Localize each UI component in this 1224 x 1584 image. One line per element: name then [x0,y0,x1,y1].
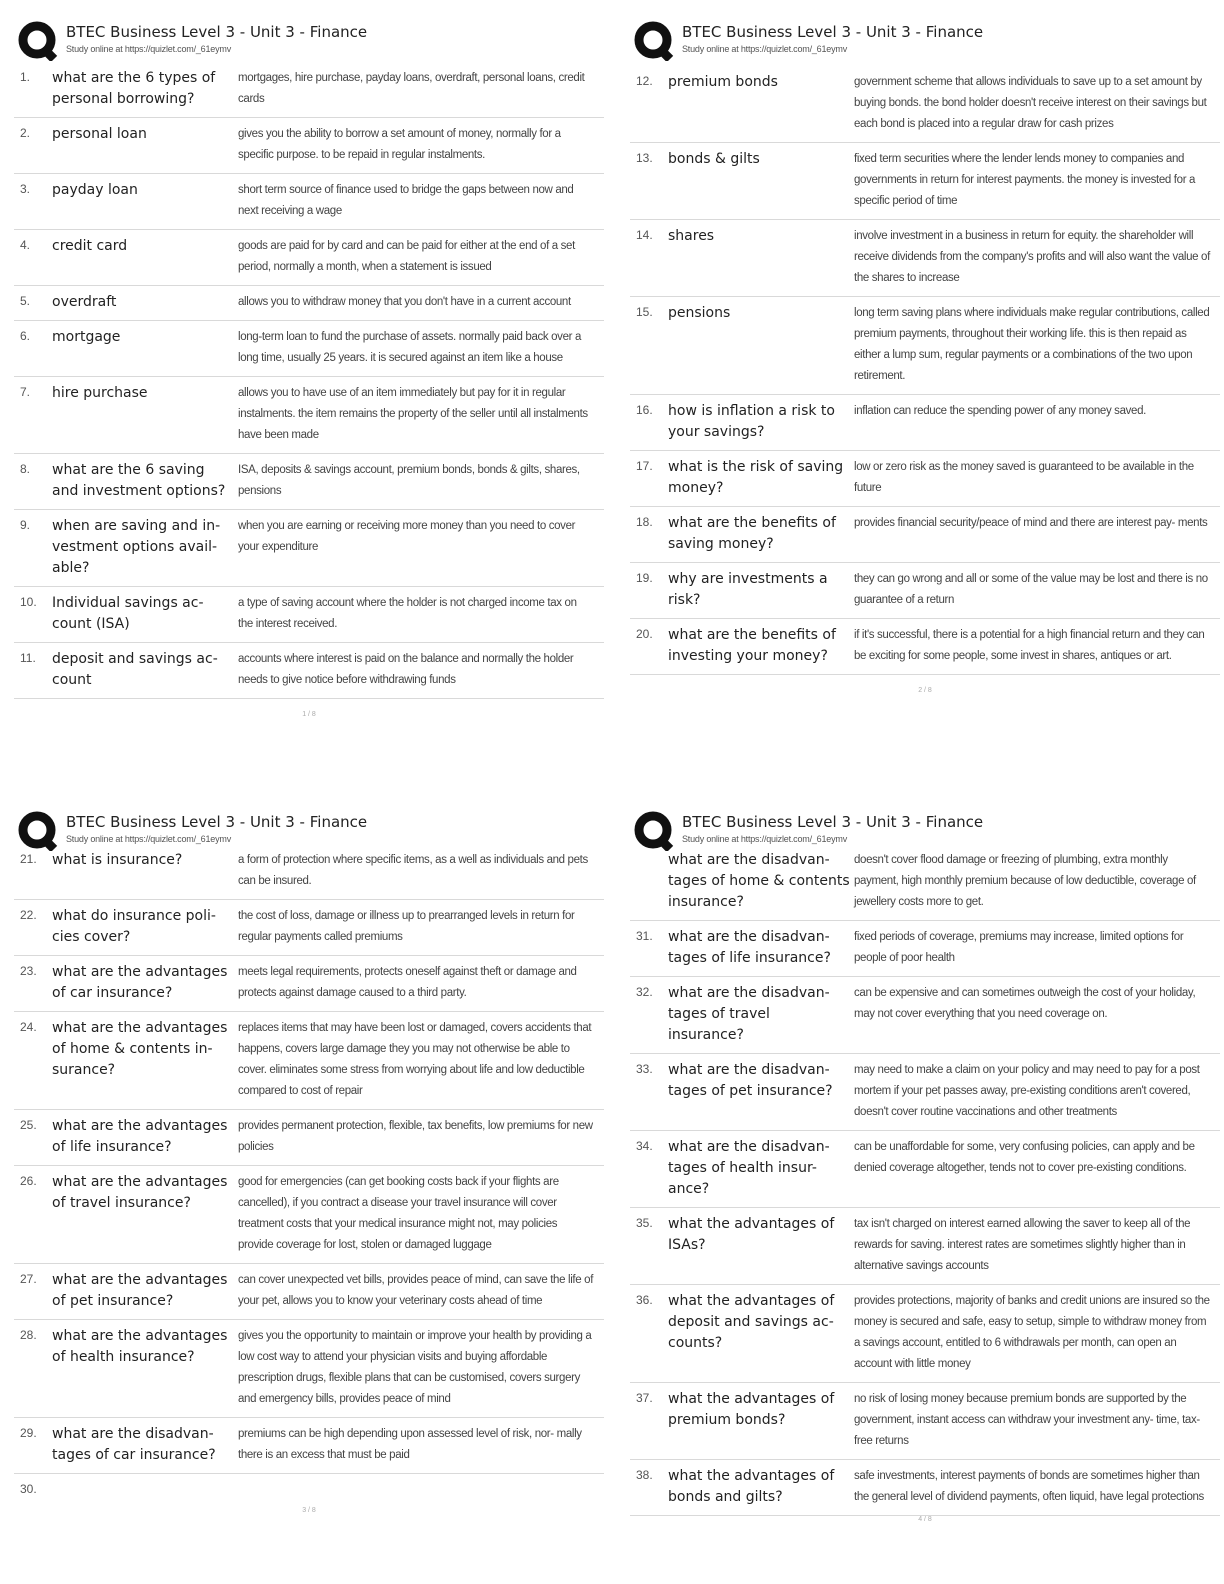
card-term: personal loan [52,126,147,142]
card-definition: government scheme that allows individuals to save up to a set amount by buying bonds. the bond holder doesn't receive interest on their savings but each bond is placed into a regular draw for cash prizes [854,76,1207,130]
card-definition: premiums can be high depending upon assessed level of risk, nor- mally there is an excess that must be paid [238,1428,582,1461]
card-number: 16. [636,403,653,417]
flashcard-row [630,563,1220,619]
card-definition: fixed periods of coverage, premiums may increase, limited options for people of poor health [854,931,1184,964]
card-number: 9. [20,518,31,532]
card-definition: provides permanent protection, flexible, tax benefits, low premiums for new policies [238,1120,593,1153]
flashcard-row [14,900,604,956]
card-term: mortgage [52,329,121,345]
card-number: 1. [20,70,31,84]
flashcard-row [14,286,604,321]
card-number: 35. [636,1216,653,1230]
card-definition: provides financial security/peace of mind and there are interest pay- ments [854,517,1208,529]
page-title: BTEC Business Level 3 - Unit 3 - Finance [682,813,984,831]
page-number: 1 / 8 [302,711,316,718]
card-term: what are the 6 types of personal borrowing? [52,70,216,107]
card-definition: provides protections, majority of banks and credit unions are insured so the money is secured and safe, easy to setup, simple to withdraw money from a savings account, entitled to 6 withdrawals per month, can open an account with little money [854,1295,1210,1370]
card-definition: gives you the ability to borrow a set amount of money, normally for a specific purpose. to be repaid in regular instalments. [238,128,561,161]
card-term: overdraft [52,294,117,310]
flashcard-row [630,220,1220,297]
card-term: what are the disadvan- tages of life insurance? [668,929,831,966]
card-number: 20. [636,627,653,641]
card-definition: goods are paid for by card and can be paid for either at the end of a set period, normally a month, when a statement is issued [238,240,575,273]
study-link[interactable]: Study online at https://quizlet.com/_61eymv [682,834,847,844]
flashcard-row [14,1320,604,1418]
card-term: pensions [668,305,731,321]
card-term: what the advantages of ISAs? [668,1216,835,1253]
flashcard-row [630,1285,1220,1383]
card-term [52,1480,238,1496]
card-definition: they can go wrong and all or some of the value may be lost and there is no guarantee of a return [854,573,1208,606]
card-number: 38. [636,1468,653,1482]
flashcard-row [14,174,604,230]
flashcard-row [14,62,604,118]
card-definition: tax isn't charged on interest earned allowing the saver to keep all of the rewards for saving. interest rates are sometimes slightly higher than in alternative savings accounts [854,1218,1191,1272]
card-definition: mortgages, hire purchase, payday loans, overdraft, personal loans, credit cards [238,72,585,105]
card-term: deposit and savings ac- count [52,651,218,688]
card-definition: ISA, deposits & savings account, premium bonds, bonds & gilts, shares, pensions [238,464,580,497]
card-definition: long term saving plans where individuals make regular contributions, called premium payments, throughout their working life. this is then repaid as either a lump sum, regular payments or a combinations of the two upon retirement. [854,307,1210,382]
flashcard-list [14,844,604,1503]
card-number: 15. [636,305,653,319]
flashcard-list [14,62,604,699]
page-title: BTEC Business Level 3 - Unit 3 - Finance [66,813,368,831]
flashcard-row [630,977,1220,1054]
card-definition: a form of protection where specific items, as a well as individuals and pets can be insured. [238,854,588,887]
card-number: 18. [636,515,653,529]
page-number: 4 / 8 [918,1516,932,1523]
card-term: payday loan [52,182,138,198]
flashcard-row [14,118,604,174]
card-number: 22. [20,908,37,922]
card-number: 3. [20,182,31,196]
flashcard-row [14,454,604,510]
page-header [14,18,604,62]
page-4 [630,808,1220,1523]
flashcard-row [630,143,1220,220]
card-term: what the advantages of premium bonds? [668,1391,835,1428]
card-definition: inflation can reduce the spending power of any money saved. [854,405,1146,417]
card-term: what are the disadvan- tages of home & contents insurance? [668,852,850,910]
card-term: what are the disadvan- tages of pet insurance? [668,1062,833,1099]
card-number: 12. [636,74,653,88]
card-number: 8. [20,462,31,476]
card-term: what are the advantages of life insurance? [52,1118,228,1155]
card-number [630,850,668,913]
card-definition: doesn't cover flood damage or freezing of plumbing, extra monthly payment, high monthly premium because of low deductible, coverage of jewellery costs more to get. [854,854,1196,908]
page-title: BTEC Business Level 3 - Unit 3 - Finance [66,23,368,41]
flashcard-row [630,1131,1220,1208]
card-term: why are investments a risk? [668,571,828,608]
card-term: when are saving and in- vestment options avail- able? [52,518,221,576]
flashcard-row [630,1460,1220,1516]
flashcard-row [14,844,604,900]
quizlet-logo-icon [18,21,58,61]
card-term: shares [668,228,715,244]
card-number: 36. [636,1293,653,1307]
card-definition: good for emergencies (can get booking costs back if your flights are cancelled), if you contract a disease your travel insurance will cover treatment costs that your medical insurance might not, may policies provide coverage for lost, stolen or damaged luggage [238,1176,559,1251]
card-definition: may need to make a claim on your policy and may need to pay for a post mortem if your pet passes away, pre-existing conditions aren't covered, doesn't cover routine vaccinations and other treatments [854,1064,1200,1118]
card-number: 27. [20,1272,37,1286]
flashcard-row [630,297,1220,395]
flashcard-row [14,1264,604,1320]
card-number: 23. [20,964,37,978]
card-term: what are the advantages of travel insurance? [52,1174,228,1211]
card-definition [238,1480,604,1496]
flashcard-row [630,921,1220,977]
flashcard-row [14,956,604,1012]
card-definition: safe investments, interest payments of bonds are sometimes higher than the general level of dividend payments, often liquid, have legal protections [854,1470,1204,1503]
card-term: credit card [52,238,128,254]
card-number: 34. [636,1139,653,1153]
card-term: what the advantages of bonds and gilts? [668,1468,835,1505]
card-term: what is the risk of saving money? [668,459,844,496]
card-definition: can cover unexpected vet bills, provides peace of mind, can save the life of your pet, allows you to know your veterinary costs ahead of time [238,1274,594,1307]
card-definition: can be expensive and can sometimes outweigh the cost of your holiday, may not cover everything that you need coverage on. [854,987,1196,1020]
card-term: hire purchase [52,385,148,401]
flashcard-row [630,1383,1220,1460]
card-term: bonds & gilts [668,151,760,167]
card-number: 37. [636,1391,653,1405]
page-2 [630,18,1220,694]
page-header [630,18,1220,62]
card-number: 24. [20,1020,37,1034]
card-definition: allows you to withdraw money that you don't have in a current account [238,296,571,308]
page-3 [14,808,604,1514]
page-title: BTEC Business Level 3 - Unit 3 - Finance [682,23,984,41]
card-number: 28. [20,1328,37,1342]
flashcard-row [14,510,604,587]
card-number: 14. [636,228,653,242]
flashcard-row [630,1054,1220,1131]
card-number: 21. [20,852,37,866]
card-number: 33. [636,1062,653,1076]
card-number: 31. [636,929,653,943]
card-number: 17. [636,459,653,473]
flashcard-row [14,377,604,454]
card-number: 26. [20,1174,37,1188]
card-term: what are the advantages of car insurance? [52,964,228,1001]
card-term: what are the disadvan- tages of travel insurance? [668,985,830,1043]
card-definition: involve investment in a business in return for equity. the shareholder will receive dividends from the company's profits and will also want the value of the shares to increase [854,230,1210,284]
flashcard-row [630,66,1220,143]
page-number: 2 / 8 [918,687,932,694]
card-term: what are the benefits of saving money? [668,515,836,552]
card-definition: allows you to have use of an item immediately but pay for it in regular instalments. the item remains the property of the seller until all instalments have been made [238,387,588,441]
page-number: 3 / 8 [302,1507,316,1514]
card-term: how is inflation a risk to your savings? [668,403,835,440]
card-definition: can be unaffordable for some, very confusing policies, can apply and be denied coverage altogether, tends not to cover pre-existing conditions. [854,1141,1195,1174]
card-number: 19. [636,571,653,585]
card-term: what is insurance? [52,852,183,868]
card-term: what are the 6 saving and investment options? [52,462,226,499]
card-term: what do insurance poli- cies cover? [52,908,216,945]
flashcard-row [14,1418,604,1474]
card-definition: low or zero risk as the money saved is guaranteed to be available in the future [854,461,1194,494]
card-number: 5. [20,294,31,308]
card-term: what are the disadvan- tages of health insur- ance? [668,1139,830,1197]
flashcard-row [630,844,1220,921]
flashcard-row [14,643,604,699]
card-number: 4. [20,238,31,252]
card-term: what the advantages of deposit and savings ac- counts? [668,1293,835,1351]
study-link[interactable]: Study online at https://quizlet.com/_61eymv [66,44,231,54]
card-number: 30. [20,1482,37,1496]
flashcard-row [14,1166,604,1264]
flashcard-list [630,66,1220,675]
card-number: 32. [636,985,653,999]
card-term: what are the disadvan- tages of car insurance? [52,1426,216,1463]
flashcard-list [630,844,1220,1516]
card-number: 6. [20,329,31,343]
card-number: 29. [20,1426,37,1440]
page-1 [14,18,604,718]
card-definition: gives you the opportunity to maintain or improve your health by providing a low cost way to attend your physician visits and buying affordable prescription drugs, flexible plans that can be customised, covers surgery and emergency bills, provides peace of mind [238,1330,592,1405]
card-definition: long-term loan to fund the purchase of assets. normally paid back over a long time, usually 25 years. it is secured against an item like a house [238,331,582,364]
study-link[interactable]: Study online at https://quizlet.com/_61eymv [66,834,231,844]
card-definition: short term source of finance used to bridge the gaps between now and next receiving a wage [238,184,574,217]
card-term: what are the advantages of home & contents in- surance? [52,1020,228,1078]
flashcard-row [630,395,1220,451]
card-definition: accounts where interest is paid on the balance and normally the holder needs to give notice before withdrawing funds [238,653,574,686]
card-number: 13. [636,151,653,165]
flashcard-row [630,507,1220,563]
card-term: Individual savings ac- count (ISA) [52,595,204,632]
flashcard-row [14,1012,604,1110]
card-definition: if it's successful, there is a potential for a high financial return and they can be exciting for some people, some invest in shares, antiques or art. [854,629,1205,662]
card-number: 2. [20,126,31,140]
card-definition: fixed term securities where the lender lends money to companies and governments in return for interest payments. the money is invested for a specific period of time [854,153,1196,207]
card-definition: meets legal requirements, protects oneself against theft or damage and protects against damage caused to a third party. [238,966,577,999]
card-definition: when you are earning or receiving more money than you need to cover your expenditure [238,520,576,553]
card-definition: a type of saving account where the holder is not charged income tax on the interest received. [238,597,577,630]
flashcard-row [14,1110,604,1166]
flashcard-row [14,587,604,643]
quizlet-logo-icon [634,21,674,61]
card-number: 7. [20,385,31,399]
card-term: what are the benefits of investing your money? [668,627,836,664]
card-definition: replaces items that may have been lost or damaged, covers accidents that happens, covers large damage they you may not otherwise be able to cover. eliminates some stress from worrying about life and low deductible compared to cost of repair [238,1022,592,1097]
card-term: what are the advantages of pet insurance? [52,1272,228,1309]
flashcard-row [14,1474,604,1503]
flashcard-row [630,619,1220,675]
study-link[interactable]: Study online at https://quizlet.com/_61eymv [682,44,847,54]
flashcard-row [630,451,1220,507]
flashcard-row [14,230,604,286]
card-number: 25. [20,1118,37,1132]
flashcard-row [630,1208,1220,1285]
card-term: premium bonds [668,74,778,90]
card-term: what are the advantages of health insurance? [52,1328,228,1365]
card-definition: the cost of loss, damage or illness up to prearranged levels in return for regular payments called premiums [238,910,575,943]
card-number: 10. [20,595,37,609]
flashcard-row [14,321,604,377]
card-number: 11. [20,651,36,665]
card-definition: no risk of losing money because premium bonds are supported by the government, instant access can withdraw your investment any- time, tax-free returns [854,1393,1200,1447]
